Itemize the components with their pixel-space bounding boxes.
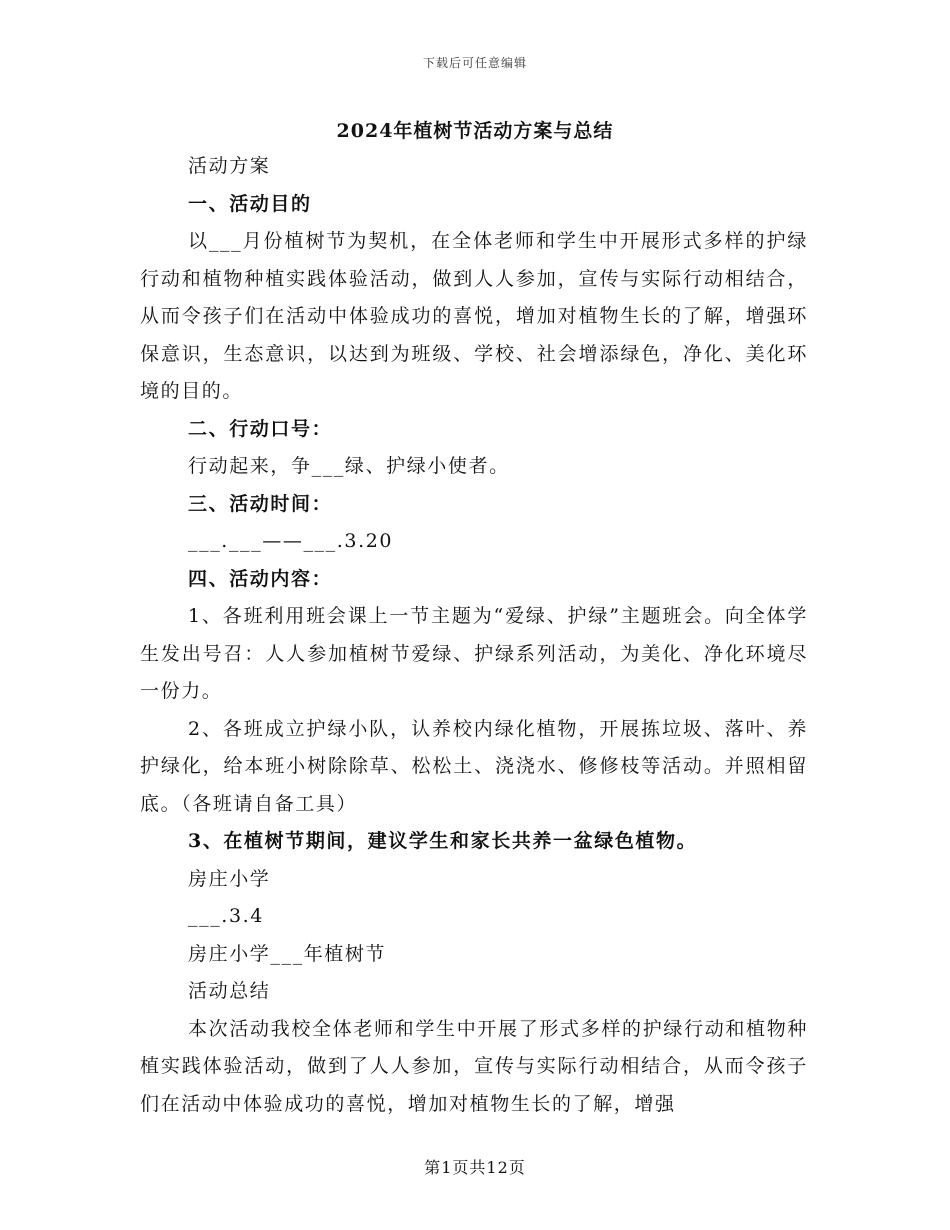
heading-time: 三、活动时间： — [188, 492, 333, 515]
heading-content: 四、活动内容： — [188, 567, 333, 590]
paragraph-time: ___.___——___.3.20 — [188, 530, 394, 552]
page-footer: 第1页共12页 — [424, 1158, 526, 1177]
paragraph-purpose: 以___月份植树节为契机，在全体老师和学生中开展形式多样的护绿行动和植物种植实践体验活动，做到人人参加，宣传与实际行动相结合，从而令孩子们在活动中体验成功的喜悦，增加对植物生长的了解，增强环保意识，生态意识，以达到为班级、学校、社会增添绿色，净化、美化环境的目的。 — [140, 230, 808, 402]
document-title: 2024年植树节活动方案与总结 — [336, 120, 614, 142]
paragraph-content-1: 1、各班利用班会课上一节主题为“爱绿、护绿”主题班会。向全体学生发出号召：人人参加植树节爱绿、护绿系列活动，为美化、净化环境尽一份力。 — [140, 605, 808, 702]
plan-date: ___.3.4 — [188, 905, 264, 927]
heading-slogan: 二、行动口号： — [188, 417, 333, 440]
section-label-plan: 活动方案 — [188, 155, 271, 177]
paragraph-summary: 本次活动我校全体老师和学生中开展了形式多样的护绿行动和植物种植实践体验活动，做到了人人参加，宣传与实际行动相结合，从而令孩子们在活动中体验成功的喜悦，增加对植物生长的了解，增强 — [140, 1017, 808, 1115]
school-name: 房庄小学 — [188, 867, 271, 890]
paragraph-content-2: 2、各班成立护绿小队，认养校内绿化植物，开展拣垃圾、落叶、养护绿化，给本班小树除除草、松松土、浇浇水、修修枝等活动。并照相留底。（各班请自备工具） — [140, 717, 808, 815]
heading-purpose: 一、活动目的 — [188, 192, 312, 215]
paragraph-slogan: 行动起来，争___绿、护绿小使者。 — [188, 455, 510, 477]
summary-title: 房庄小学___年植树节 — [188, 942, 387, 965]
header-note: 下载后可任意编辑 — [422, 56, 527, 70]
section-label-summary: 活动总结 — [188, 980, 271, 1002]
paragraph-content-3: 3、在植树节期间，建议学生和家长共养一盆绿色植物。 — [188, 830, 698, 852]
document-body — [140, 148, 808, 1123]
